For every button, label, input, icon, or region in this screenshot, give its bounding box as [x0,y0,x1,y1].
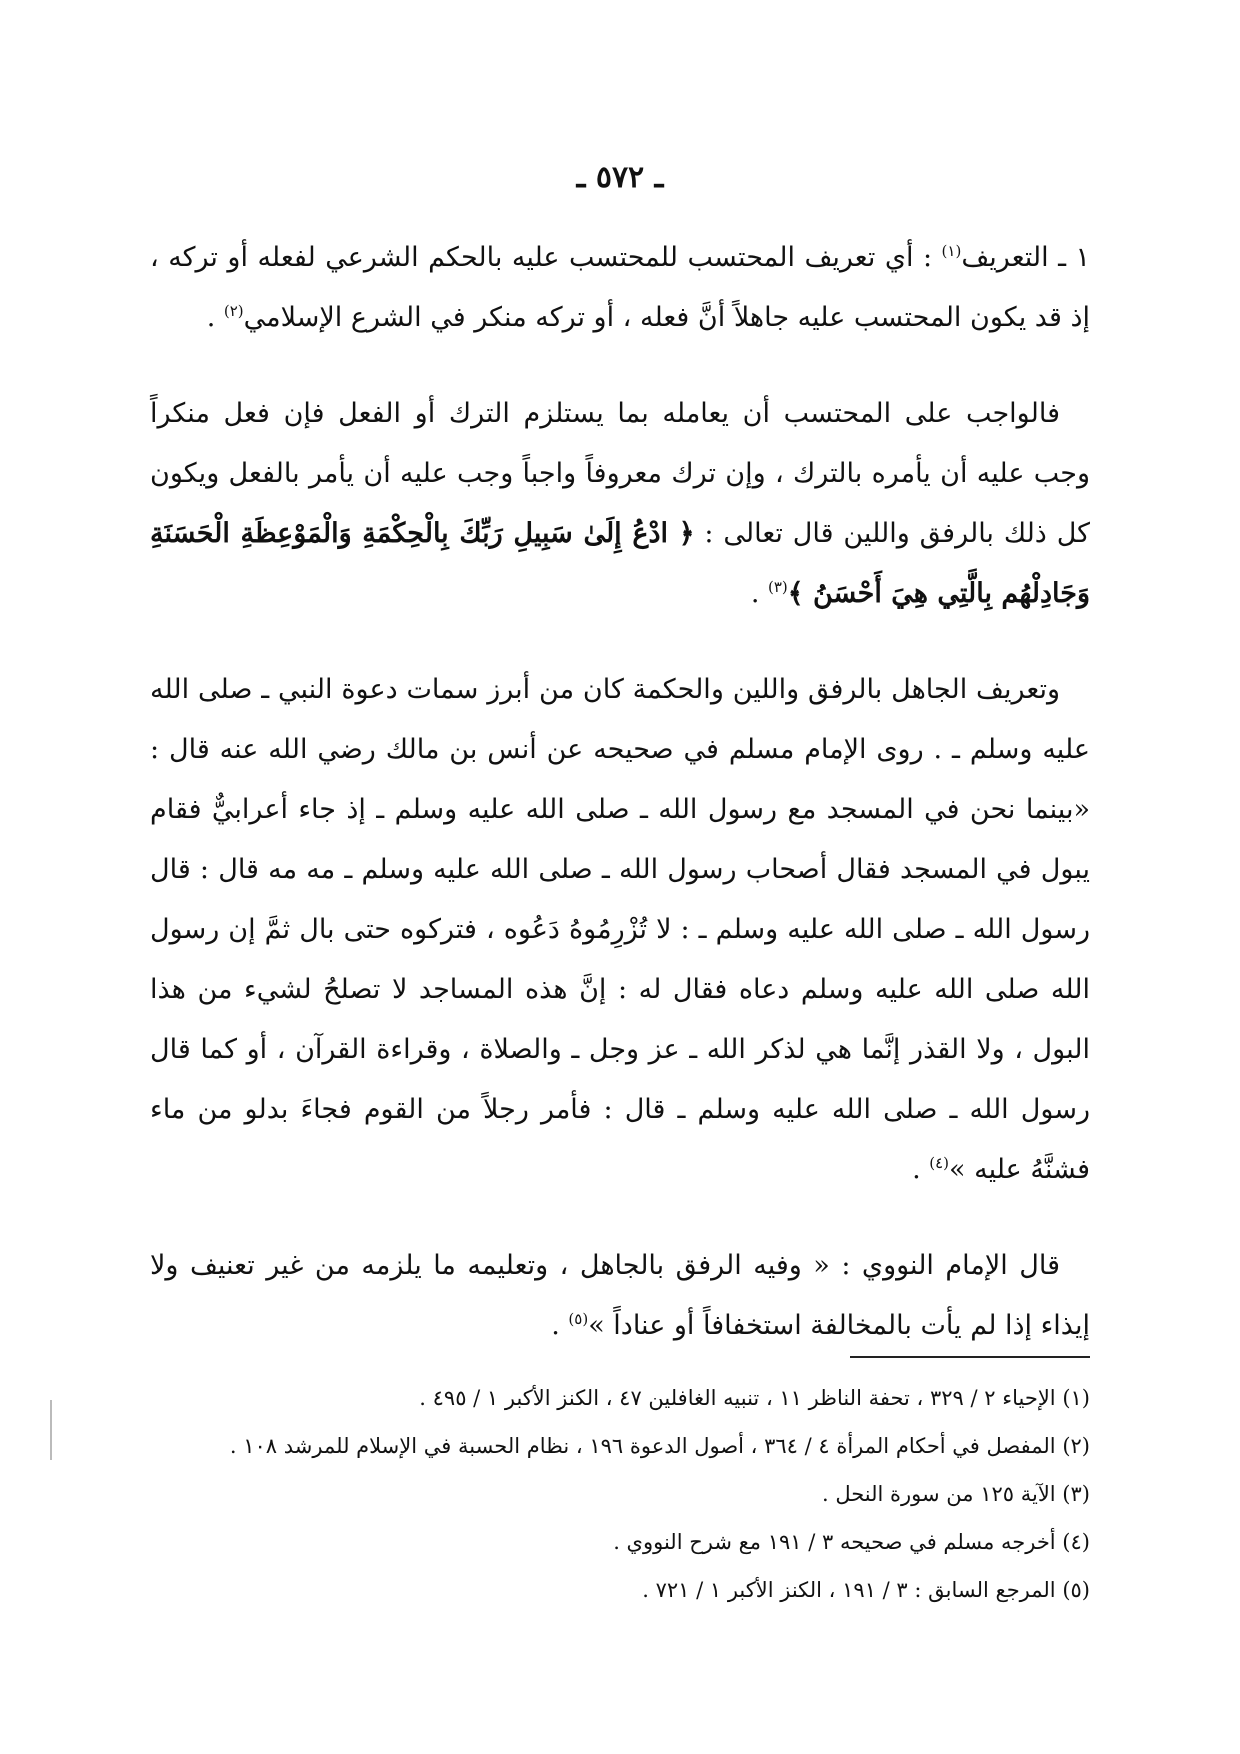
paragraph-text: فالواجب على المحتسب أن يعامله بما يستلزم الترك أو الفعل فإن فعل منكراً وجب عليه أن يأمره بالترك ، وإن ترك معروفاً واجباً وجب عليه أن يأمر بالفعل ويكون كل ذلك بالرفق واللين قال تعالى : [150,398,1090,549]
scan-margin-mark [50,1400,52,1460]
footnote-reference: (٥) [568,1310,589,1328]
footnote-4: (٤) أخرجه مسلم في صحيحه ٣ / ١٩١ مع شرح النووي . [613,1530,1090,1554]
footnote-reference: (٣) [767,578,788,596]
paragraph-text: وتعريف الجاهل بالرفق واللين والحكمة كان من أبرز سمات دعوة النبي ـ صلى الله عليه وسلم ـ . روى الإمام مسلم في صحيحه عن أنس بن مالك رضي الله عنه قال : «بينما نحن في المسجد مع رسول الله ـ صلى الله عليه وسلم ـ إذ جاء أعرابيٌّ فقام يبول في المسجد فقال أصحاب رسول الله ـ صلى الله عليه وسلم ـ مه مه قال : قال رسول الله ـ صلى الله عليه وسلم ـ : لا تُزْرِمُوهُ دَعُوه ، فتركوه حتى بال ثمَّ إن رسول الله صلى الله عليه وسلم دعاه فقال له : إنَّ هذه المساجد لا تصلحُ لشيء من هذا البول ، ولا القذر إنَّما هي لذكر الله ـ عز وجل ـ والصلاة ، وقراءة القرآن ، أو كما قال رسول الله ـ صلى الله عليه وسلم ـ قال : فأمر رجلاً من القوم فجاءَ بدلو من ماء فشنَّهُ عليه » [150,674,1090,1185]
paragraph-text: . [750,578,768,609]
footnote-reference: (١) [941,242,962,260]
footnote-1: (١) الإحياء ٢ / ٣٢٩ ، تحفة الناظر ١١ ، تنبيه الغافلين ٤٧ ، الكنز الأكبر ١ / ٤٩٥ . [419,1386,1090,1410]
footnotes [150,1374,1090,1614]
quran-verse: ﴿ ادْعُ إِلَىٰ سَبِيلِ رَبِّكَ بِالْحِكْمَةِ وَالْمَوْعِظَةِ الْحَسَنَةِ وَجَادِلْهُم بِالَّتِي هِيَ أَحْسَنُ ﴾ [150,518,1090,609]
paragraph-hadith [150,660,1090,1200]
page-number: ـ ٥٧٢ ـ [576,160,664,195]
footnote-reference: (٤) [929,1154,950,1172]
footnote-3: (٣) الآية ١٢٥ من سورة النحل . [821,1482,1090,1506]
footnote-reference: (٢) [223,302,244,320]
paragraph-definition [150,228,1090,348]
paragraph-text: قال الإمام النووي : « وفيه الرفق بالجاهل ، وتعليمه ما يلزمه من غير تعنيف ولا إيذاء إذا لم يأت بالمخالفة استخفافاً أو عناداً » [150,1250,1090,1341]
paragraph-nawawi [150,1236,1090,1356]
paragraph-text: : أي تعريف المحتسب للمحتسب عليه بالحكم الشرعي لفعله أو تركه ، إذ قد يكون المحتسب عليه جاهلاً أنَّ فعله ، أو تركه منكر في الشرع الإسلامي [150,242,1090,333]
footnote-divider [850,1356,1090,1358]
paragraph-text: ١ ـ التعريف [961,242,1090,273]
footnote-2: (٢) المفصل في أحكام المرأة ٤ / ٣٦٤ ، أصول الدعوة ١٩٦ ، نظام الحسبة في الإسلام للمرشد ١٠٨ . [229,1434,1090,1458]
paragraph-text: . [551,1310,569,1341]
footnote-5: (٥) المرجع السابق : ٣ / ١٩١ ، الكنز الأكبر ١ / ٧٢١ . [642,1578,1090,1602]
paragraph-text: . [206,302,224,333]
body-text [150,228,1090,1392]
paragraph-text: . [912,1154,930,1185]
paragraph-obligation [150,384,1090,624]
